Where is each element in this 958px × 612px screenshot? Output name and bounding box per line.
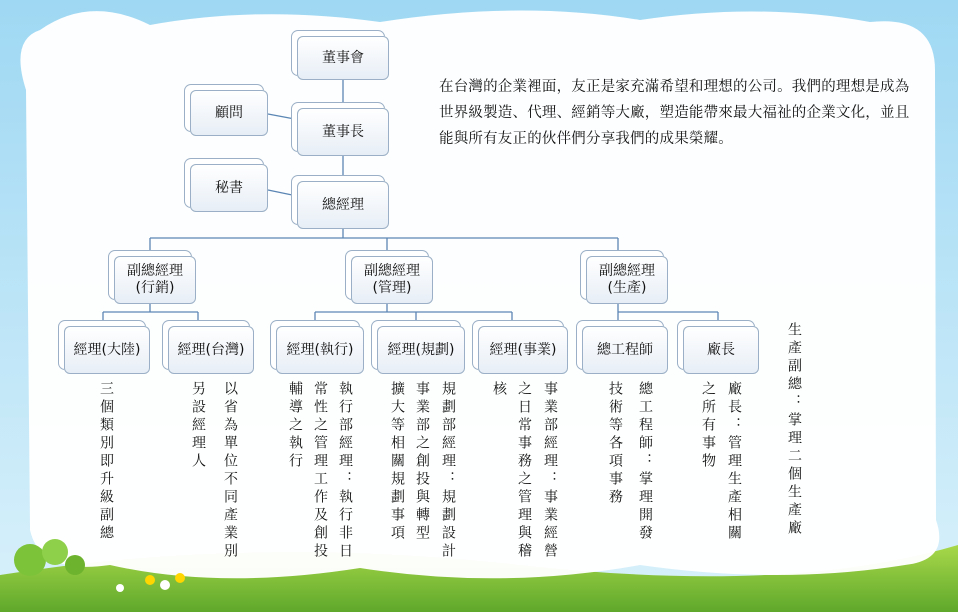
note-plant-col1: 廠長：管理生產相關 <box>726 381 742 543</box>
note-engineer-col1: 總工程師：掌理開發 <box>637 381 653 543</box>
note-vp-production: 生產副總：掌理二個生產廠 <box>786 322 802 538</box>
note-engineer-col2: 技術等各項事務 <box>607 381 623 507</box>
node-vp-admin: 副總經理 (管理) <box>351 256 433 304</box>
note-exec-col2: 常性之管理工作及創投 <box>312 381 328 561</box>
node-manager-business: 經理(事業) <box>478 326 568 374</box>
node-board: 董事會 <box>297 36 389 80</box>
note-business-col3: 核 <box>491 381 507 399</box>
node-manager-taiwan: 經理(台灣) <box>168 326 254 374</box>
note-business-col1: 事業部經理：事業經營 <box>542 381 558 561</box>
node-chairman: 董事長 <box>297 108 389 156</box>
node-manager-execution: 經理(執行) <box>276 326 364 374</box>
node-vp-production: 副總經理 (生產) <box>586 256 668 304</box>
note-business-col2: 之日常事務之管理與稽 <box>516 381 532 561</box>
node-general-manager: 總經理 <box>297 181 389 229</box>
note-exec-col1: 執行部經理：執行非日 <box>337 381 353 561</box>
note-plan-col2: 事業部之創投與轉型 <box>414 381 430 543</box>
note-plan-col1: 規劃部經理：規劃設計 <box>440 381 456 561</box>
note-plant-col2: 之所有事物 <box>700 381 716 471</box>
node-manager-mainland: 經理(大陸) <box>64 326 150 374</box>
node-plant-head: 廠長 <box>683 326 759 374</box>
node-manager-planning: 經理(規劃) <box>377 326 465 374</box>
intro-paragraph: 在台灣的企業裡面，友正是家充滿希望和理想的公司。我們的理想是成為世界級製造、代理、經銷等大廠，塑造能帶來最大福祉的企業文化，並且能與所有友正的伙伴們分享我們的成果榮耀。 <box>439 79 910 147</box>
note-taiwan-col2: 另設經理人 <box>190 381 206 471</box>
node-chief-engineer: 總工程師 <box>582 326 668 374</box>
node-vp-sales: 副總經理 (行銷) <box>114 256 196 304</box>
note-taiwan-col1: 以省為單位不同產業別 <box>222 381 238 561</box>
note-plan-col3: 擴大等相關規劃事項 <box>389 381 405 543</box>
note-exec-col3: 輔導之執行 <box>287 381 303 471</box>
node-secretary: 秘書 <box>190 164 268 212</box>
note-mainland: 三個類別即升級副總 <box>98 381 114 543</box>
node-advisor: 顧問 <box>190 90 268 136</box>
